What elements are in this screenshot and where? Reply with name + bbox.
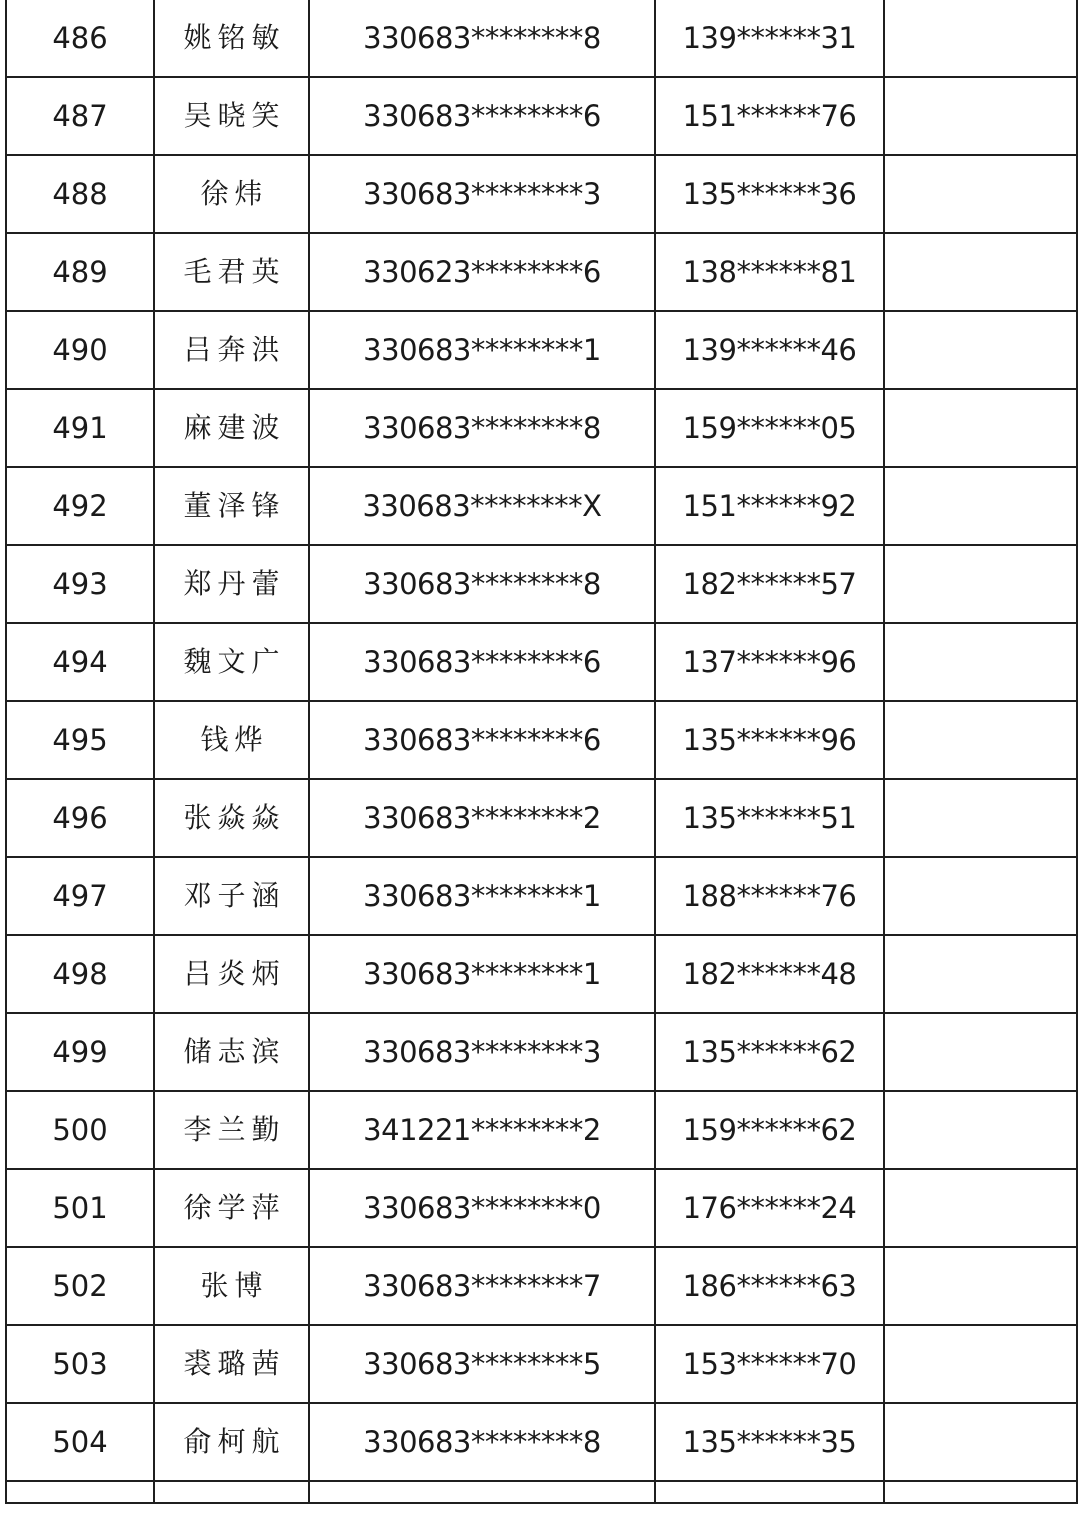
table-row bbox=[6, 233, 1077, 311]
table-row bbox=[6, 623, 1077, 701]
remarks-cell bbox=[884, 935, 1077, 1013]
table-row bbox=[6, 389, 1077, 467]
phone-number-cell: 135******36 bbox=[655, 155, 884, 233]
phone-number-cell: 139******46 bbox=[655, 311, 884, 389]
id-number-cell: 330683********6 bbox=[309, 701, 655, 779]
remarks-cell bbox=[884, 1013, 1077, 1091]
row-number-cell: 497 bbox=[6, 857, 154, 935]
phone-number-cell: 135******62 bbox=[655, 1013, 884, 1091]
phone-number-cell: 138******81 bbox=[655, 233, 884, 311]
table-row bbox=[6, 311, 1077, 389]
table-row bbox=[6, 545, 1077, 623]
phone-number-cell: 151******92 bbox=[655, 467, 884, 545]
row-number-cell: 499 bbox=[6, 1013, 154, 1091]
name-cell: 张博 bbox=[154, 1247, 309, 1325]
id-number-cell: 330683********0 bbox=[309, 1169, 655, 1247]
remarks-cell bbox=[884, 779, 1077, 857]
phone-number-cell: 137******96 bbox=[655, 623, 884, 701]
remarks-cell bbox=[884, 1169, 1077, 1247]
phone-number-cell: 135******96 bbox=[655, 701, 884, 779]
row-number-cell: 498 bbox=[6, 935, 154, 1013]
remarks-cell bbox=[884, 701, 1077, 779]
id-number-cell: 330683********8 bbox=[309, 1403, 655, 1481]
remarks-cell bbox=[884, 1091, 1077, 1169]
name-cell: 储志滨 bbox=[154, 1013, 309, 1091]
phone-number-cell: 182******57 bbox=[655, 545, 884, 623]
phone-number-cell: 135******51 bbox=[655, 779, 884, 857]
remarks-cell bbox=[884, 389, 1077, 467]
phone-number-cell: 186******63 bbox=[655, 1247, 884, 1325]
table-row bbox=[6, 77, 1077, 155]
table-row bbox=[6, 701, 1077, 779]
roster-table bbox=[5, 0, 1078, 1504]
row-number-cell: 486 bbox=[6, 0, 154, 77]
id-number-cell: 341221********2 bbox=[309, 1091, 655, 1169]
remarks-cell bbox=[884, 233, 1077, 311]
name-cell: 麻建波 bbox=[154, 389, 309, 467]
name-cell: 魏文广 bbox=[154, 623, 309, 701]
name-cell: 董泽锋 bbox=[154, 467, 309, 545]
remarks-cell bbox=[884, 77, 1077, 155]
row-number-cell: 490 bbox=[6, 311, 154, 389]
remarks-cell bbox=[884, 467, 1077, 545]
id-number-cell: 330683********3 bbox=[309, 1013, 655, 1091]
remarks-cell bbox=[884, 311, 1077, 389]
row-number-cell: 501 bbox=[6, 1169, 154, 1247]
table-row bbox=[6, 1247, 1077, 1325]
name-cell: 姚铭敏 bbox=[154, 0, 309, 77]
row-number-cell: 489 bbox=[6, 233, 154, 311]
phone-number-cell: 139******31 bbox=[655, 0, 884, 77]
row-number-cell: 493 bbox=[6, 545, 154, 623]
row-number-cell bbox=[6, 1481, 154, 1503]
table-row bbox=[6, 467, 1077, 545]
name-cell: 邓子涵 bbox=[154, 857, 309, 935]
name-cell: 吕炎炳 bbox=[154, 935, 309, 1013]
remarks-cell bbox=[884, 623, 1077, 701]
id-number-cell: 330683********8 bbox=[309, 545, 655, 623]
remarks-cell bbox=[884, 1481, 1077, 1503]
phone-number-cell: 159******62 bbox=[655, 1091, 884, 1169]
id-number-cell: 330623********6 bbox=[309, 233, 655, 311]
phone-number-cell: 153******70 bbox=[655, 1325, 884, 1403]
name-cell: 郑丹蕾 bbox=[154, 545, 309, 623]
id-number-cell: 330683********5 bbox=[309, 1325, 655, 1403]
table-row bbox=[6, 1013, 1077, 1091]
remarks-cell bbox=[884, 1325, 1077, 1403]
phone-number-cell: 182******48 bbox=[655, 935, 884, 1013]
row-number-cell: 488 bbox=[6, 155, 154, 233]
table-row bbox=[6, 0, 1077, 77]
id-number-cell: 330683********1 bbox=[309, 857, 655, 935]
table-row bbox=[6, 779, 1077, 857]
row-number-cell: 487 bbox=[6, 77, 154, 155]
table-row bbox=[6, 1403, 1077, 1481]
table-row bbox=[6, 155, 1077, 233]
id-number-cell: 330683********3 bbox=[309, 155, 655, 233]
name-cell: 裘璐茜 bbox=[154, 1325, 309, 1403]
id-number-cell: 330683********6 bbox=[309, 77, 655, 155]
id-number-cell: 330683********1 bbox=[309, 311, 655, 389]
phone-number-cell: 188******76 bbox=[655, 857, 884, 935]
name-cell: 钱烨 bbox=[154, 701, 309, 779]
name-cell: 俞柯航 bbox=[154, 1403, 309, 1481]
name-cell: 李兰勤 bbox=[154, 1091, 309, 1169]
name-cell bbox=[154, 1481, 309, 1503]
id-number-cell: 330683********8 bbox=[309, 0, 655, 77]
id-number-cell bbox=[309, 1481, 655, 1503]
remarks-cell bbox=[884, 1247, 1077, 1325]
id-number-cell: 330683********1 bbox=[309, 935, 655, 1013]
table-row bbox=[6, 1091, 1077, 1169]
row-number-cell: 494 bbox=[6, 623, 154, 701]
table-row bbox=[6, 1481, 1077, 1503]
name-cell: 吕奔洪 bbox=[154, 311, 309, 389]
phone-number-cell: 151******76 bbox=[655, 77, 884, 155]
remarks-cell bbox=[884, 0, 1077, 77]
row-number-cell: 495 bbox=[6, 701, 154, 779]
name-cell: 徐炜 bbox=[154, 155, 309, 233]
id-number-cell: 330683********X bbox=[309, 467, 655, 545]
row-number-cell: 503 bbox=[6, 1325, 154, 1403]
remarks-cell bbox=[884, 1403, 1077, 1481]
phone-number-cell: 176******24 bbox=[655, 1169, 884, 1247]
name-cell: 毛君英 bbox=[154, 233, 309, 311]
table-row bbox=[6, 935, 1077, 1013]
row-number-cell: 502 bbox=[6, 1247, 154, 1325]
remarks-cell bbox=[884, 545, 1077, 623]
phone-number-cell: 159******05 bbox=[655, 389, 884, 467]
name-cell: 吴晓笑 bbox=[154, 77, 309, 155]
table-row bbox=[6, 1325, 1077, 1403]
phone-number-cell: 135******35 bbox=[655, 1403, 884, 1481]
table-row bbox=[6, 857, 1077, 935]
id-number-cell: 330683********8 bbox=[309, 389, 655, 467]
roster-table-body bbox=[6, 0, 1077, 1503]
id-number-cell: 330683********7 bbox=[309, 1247, 655, 1325]
remarks-cell bbox=[884, 857, 1077, 935]
table-row bbox=[6, 1169, 1077, 1247]
id-number-cell: 330683********2 bbox=[309, 779, 655, 857]
row-number-cell: 491 bbox=[6, 389, 154, 467]
row-number-cell: 500 bbox=[6, 1091, 154, 1169]
phone-number-cell bbox=[655, 1481, 884, 1503]
row-number-cell: 504 bbox=[6, 1403, 154, 1481]
name-cell: 张焱焱 bbox=[154, 779, 309, 857]
name-cell: 徐学萍 bbox=[154, 1169, 309, 1247]
row-number-cell: 492 bbox=[6, 467, 154, 545]
row-number-cell: 496 bbox=[6, 779, 154, 857]
id-number-cell: 330683********6 bbox=[309, 623, 655, 701]
remarks-cell bbox=[884, 155, 1077, 233]
